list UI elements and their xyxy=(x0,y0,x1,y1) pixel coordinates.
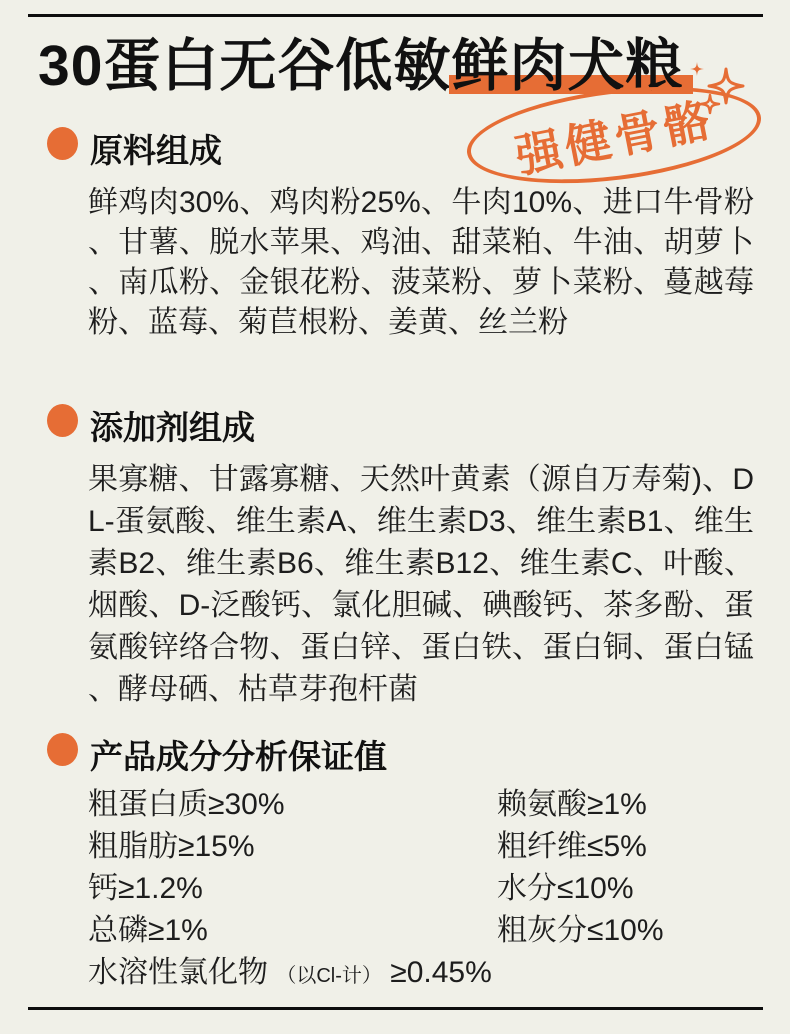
section-heading-ingredients: 原料组成 xyxy=(90,132,222,169)
chloride-note: （以Cl-计） xyxy=(276,965,382,987)
guarantee-cell: 总磷≥1% xyxy=(88,914,208,947)
page-title xyxy=(38,34,683,98)
guarantee-cell: 赖氨酸≥1% xyxy=(497,788,647,821)
chloride-value: ≥0.45% xyxy=(390,956,492,989)
guarantee-chloride-row xyxy=(88,952,754,997)
top-divider xyxy=(28,14,763,17)
section-bullet-icon xyxy=(47,127,78,160)
guarantee-cell: 粗纤维≤5% xyxy=(497,830,647,863)
sparkle-icon xyxy=(686,58,756,120)
guarantee-table xyxy=(88,784,754,997)
guarantee-cell: 粗灰分≤10% xyxy=(497,914,664,947)
section-body-ingredients: 鲜鸡肉30%、鸡肉粉25%、牛肉10%、进口牛骨粉、甘薯、脱水苹果、鸡油、甜菜粕、牛油、胡萝卜、南瓜粉、金银花粉、菠菜粉、萝卜菜粉、蔓越莓粉、蓝莓、菊苣根粉、姜黄、丝兰粉 xyxy=(88,186,754,339)
page-title-prefix: 30蛋白无谷低敏 xyxy=(38,34,452,98)
section-bullet-icon xyxy=(47,733,78,766)
section-bullet-icon xyxy=(47,404,78,437)
benefit-badge-label: 强健骨骼 xyxy=(511,93,718,183)
guarantee-cell: 粗蛋白质≥30% xyxy=(88,788,285,821)
bottom-divider xyxy=(28,1007,763,1010)
guarantee-cell: 粗脂肪≥15% xyxy=(88,830,255,863)
guarantee-cell: 水分≤10% xyxy=(497,872,634,905)
section-heading-additives: 添加剂组成 xyxy=(90,409,255,446)
section-heading-guarantee: 产品成分分析保证值 xyxy=(90,738,387,775)
page-title-highlight: 鲜肉犬粮 xyxy=(451,34,684,98)
section-body-additives: 果寡糖、甘露寡糖、天然叶黄素（源自万寿菊)、DL-蛋氨酸、维生素A、维生素D3、维生素B1、维生素B2、维生素B6、维生素B12、维生素C、叶酸、烟酸、D-泛酸钙、氯化胆碱、碘酸钙、茶多酚、蛋氨酸锌络合物、蛋白锌、蛋白铁、蛋白铜、蛋白锰、酵母硒、枯草芽孢杆菌 xyxy=(88,463,754,706)
chloride-label: 水溶性氯化物 xyxy=(88,956,268,989)
guarantee-cell: 钙≥1.2% xyxy=(88,872,203,905)
